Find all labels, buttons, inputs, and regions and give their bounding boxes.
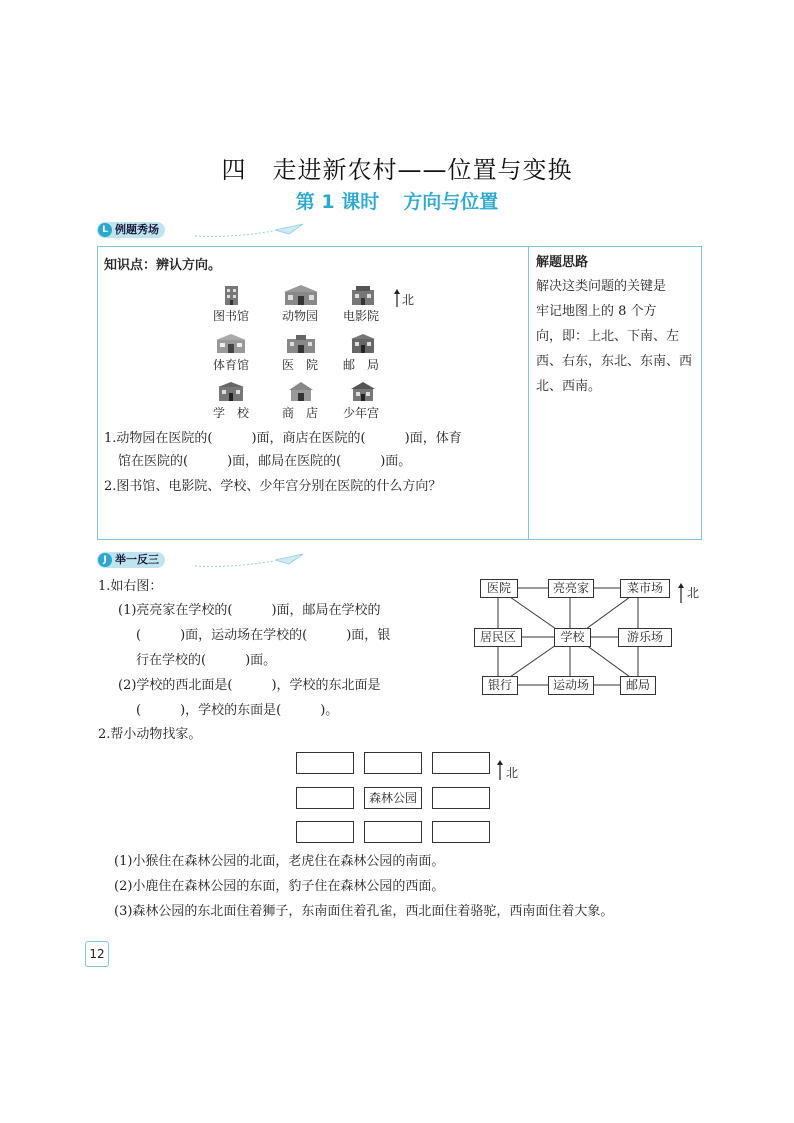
hint-line: 牢记地图上的 8 个方	[536, 304, 657, 319]
shop-building-icon	[286, 380, 316, 402]
grid-cell	[364, 821, 422, 843]
youth-palace-building-icon	[348, 380, 378, 402]
example-divider	[528, 246, 529, 540]
lesson-name: 方向与位置	[403, 191, 499, 213]
map-node: 医院	[480, 579, 518, 598]
building-label: 学 校	[212, 406, 249, 420]
building-label: 商 店	[281, 406, 318, 420]
gym-building-icon	[214, 332, 248, 354]
school-building-icon	[216, 380, 246, 402]
hint-line: 解决这类问题的关键是	[536, 279, 667, 294]
direction-map	[470, 578, 710, 698]
practice-question-1-line: (2)学校的西北面是( )，学校的东北面是	[118, 678, 381, 693]
map-node: 银行	[482, 676, 518, 695]
section-label-example: 例题秀场	[115, 223, 159, 236]
building-label: 医 院	[281, 358, 318, 372]
animal-home-grid	[296, 752, 496, 848]
grid-center-forest-park: 森林公园	[364, 787, 422, 809]
building-label: 图书馆	[212, 309, 249, 323]
hint-title: 解题思路	[536, 255, 589, 270]
lesson-number: 第 1 课时	[295, 191, 380, 213]
practice-question-1-line: ( )，学校的东面是( )。	[136, 703, 339, 718]
north-label: 北	[402, 293, 415, 307]
paper-plane-icon	[193, 222, 313, 240]
grid-cell	[432, 752, 490, 774]
page-number: 12	[85, 941, 109, 967]
practice-question-1-line: (1)亮亮家在学校的( )面，邮局在学校的	[118, 603, 381, 618]
practice-question-1-line: 行在学校的( )面。	[136, 653, 277, 668]
post-office-building-icon	[348, 332, 378, 354]
grid-north-label: 北	[506, 766, 519, 780]
tag-dot-icon: L	[98, 223, 112, 237]
paper-plane-icon	[193, 552, 313, 570]
grid-cell	[364, 752, 422, 774]
hospital-building-icon	[284, 332, 318, 354]
chapter-number: 四	[221, 156, 247, 184]
example-question-1-line-1: 1.动物园在医院的( )面，商店在医院的( )面，体育	[104, 431, 462, 446]
practice-question-2-line: (2)小鹿住在森林公园的东面，豹子住在森林公园的西面。	[114, 879, 445, 894]
north-arrow-icon	[677, 583, 685, 603]
north-arrow-icon	[393, 289, 401, 307]
zoo-building-icon	[282, 282, 320, 306]
lesson-title	[0, 187, 794, 214]
building-label: 体育馆	[212, 358, 249, 372]
grid-cell	[296, 787, 354, 809]
practice-question-1-line: ( )面，运动场在学校的( )面，银	[136, 628, 391, 643]
map-node: 菜市场	[620, 579, 670, 598]
map-node: 邮局	[620, 676, 656, 695]
practice-question-2-line: (3)森林公园的东北面住着狮子，东南面住着孔雀，西北面住着骆驼，西南面住着大象。	[114, 904, 614, 919]
example-question-1-line-2: 馆在医院的( )面，邮局在医院的( )面。	[118, 454, 412, 469]
hint-line: 北、西南。	[536, 379, 602, 394]
map-node: 学校	[554, 628, 591, 647]
grid-cell	[432, 821, 490, 843]
building-label: 动物园	[281, 309, 318, 323]
map-node: 亮亮家	[548, 579, 594, 598]
map-node: 游乐场	[618, 628, 672, 647]
building-label: 少年宫	[342, 406, 379, 420]
practice-question-1-title: 1.如右图：	[98, 579, 163, 594]
tag-dot-icon: J	[98, 553, 112, 567]
library-building-icon	[216, 284, 246, 306]
cinema-building-icon	[348, 284, 378, 306]
grid-cell	[296, 821, 354, 843]
map-node: 居民区	[474, 628, 522, 647]
map-north-label: 北	[687, 586, 700, 600]
grid-cell	[432, 787, 490, 809]
building-grid	[200, 280, 400, 425]
chapter-title	[0, 150, 794, 185]
practice-question-2-line: (1)小猴住在森林公园的北面，老虎住在森林公园的南面。	[114, 854, 445, 869]
practice-question-2-title: 2.帮小动物找家。	[98, 727, 202, 742]
example-question-2: 2.图书馆、电影院、学校、少年宫分别在医院的什么方向？	[104, 479, 442, 494]
hint-line: 西、右东，东北、东南、西	[536, 354, 693, 369]
building-label: 电影院	[342, 309, 379, 323]
map-node: 运动场	[548, 676, 594, 695]
grid-cell	[296, 752, 354, 774]
knowledge-point: 知识点：辨认方向。	[104, 258, 222, 273]
north-arrow-icon	[496, 760, 504, 780]
hint-line: 向，即：上北、下南、左	[536, 329, 680, 344]
building-label: 邮 局	[342, 358, 379, 372]
chapter-name: 走进新农村——位置与变换	[272, 156, 573, 184]
section-label-practice: 举一反三	[115, 553, 159, 566]
